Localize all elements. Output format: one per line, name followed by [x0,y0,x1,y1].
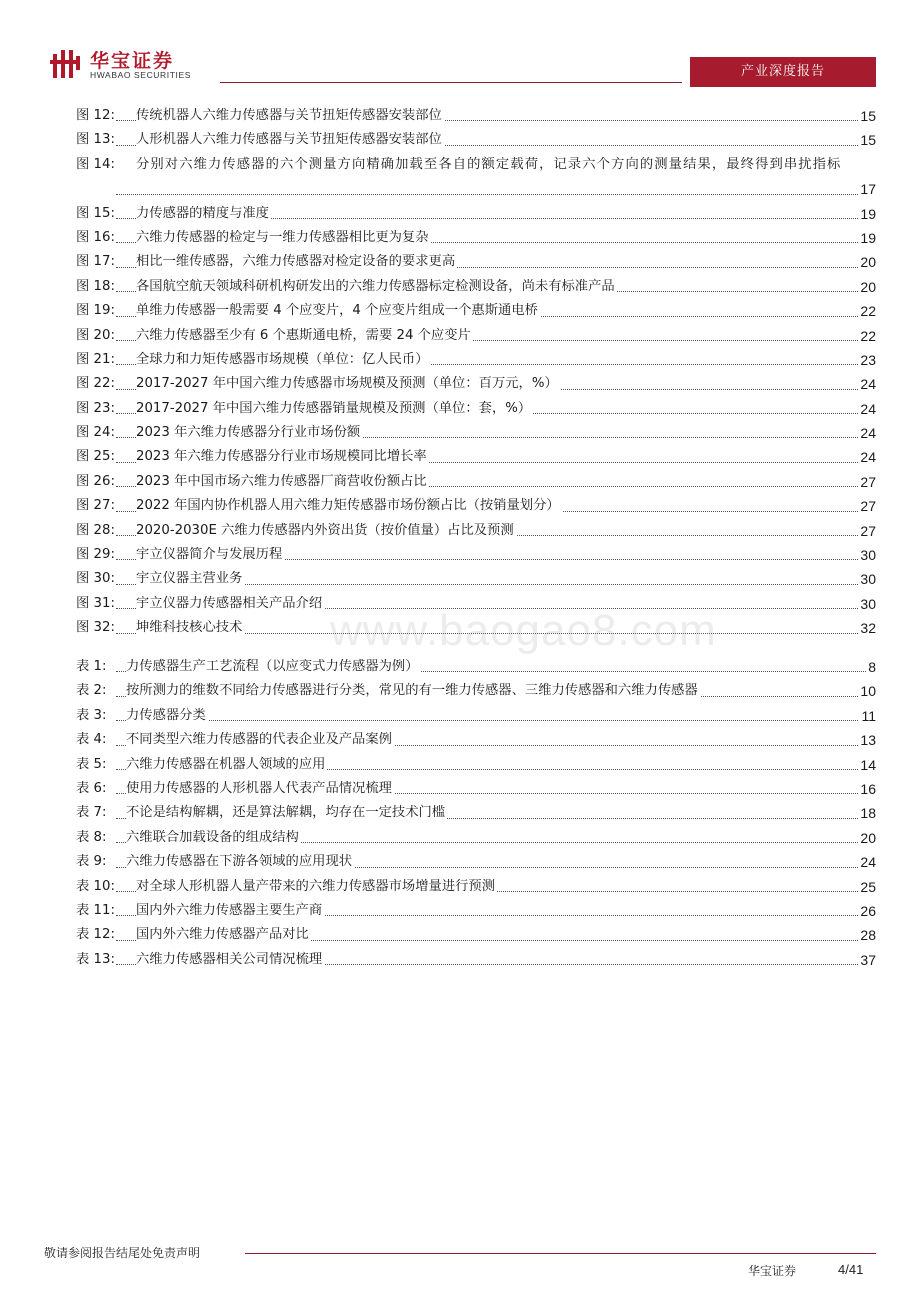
toc-title: 六维力传感器在机器人领域的应用 [126,753,327,777]
toc-page: 26 [858,899,876,923]
toc-row-table-11[interactable] [76,899,876,923]
toc-title: 2022 年国内协作机器人用六维力矩传感器市场份额占比（按销量划分） [136,494,562,518]
toc-title: 宇立仪器主营业务 [136,567,244,591]
toc-title: 六维联合加载设备的组成结构 [126,826,301,850]
footer-company: 华宝证券 [748,1264,797,1278]
toc-title: 国内外六维力传感器主要生产商 [136,899,324,923]
toc-label: 图 20: [76,327,115,343]
toc-page: 27 [858,470,876,494]
toc-label: 表 8: [76,829,107,845]
company-logo [50,46,220,86]
toc-label: 图 13: [76,132,115,148]
toc-label: 图 25: [76,449,115,465]
toc-page: 27 [858,494,876,518]
toc-page: 30 [858,592,876,616]
toc-title: 宇立仪器力传感器相关产品介绍 [136,592,324,616]
toc-label: 图 15: [76,205,115,221]
toc-title: 2017-2027 年中国六维力传感器销量规模及预测（单位：套，%） [136,397,533,421]
toc-page: 24 [858,372,876,396]
footer-divider [245,1253,876,1254]
toc-page: 20 [858,250,876,274]
toc-label: 图 28: [76,522,115,538]
toc-page: 15 [858,104,876,128]
toc-label: 表 9: [76,854,107,870]
toc-title: 2023 年六维力传感器分行业市场份额 [136,421,362,445]
toc-page: 27 [858,519,876,543]
toc-row-figure-24[interactable] [76,421,876,445]
toc-page: 24 [858,445,876,469]
toc-label: 图 19: [76,303,115,319]
toc-label: 表 12: [76,927,115,943]
toc-row-figure-22[interactable] [76,372,876,396]
toc-row-table-9[interactable] [76,850,876,874]
toc-label: 图 12: [76,108,115,123]
toc-row-table-2[interactable] [76,679,876,703]
toc-label: 图 27: [76,498,115,514]
toc-page: 15 [858,128,876,152]
toc-page: 25 [858,875,876,899]
toc-row-figure-15[interactable] [76,202,876,226]
toc-row-table-1[interactable] [76,655,876,679]
toc-title: 力传感器分类 [126,704,208,728]
footer-disclaimer: 敬请参阅报告结尾处免责声明 [44,1246,201,1260]
toc-row-figure-16[interactable] [76,226,876,250]
toc-row-table-10[interactable] [76,875,876,899]
toc-row-table-12[interactable] [76,923,876,947]
toc-row-figure-26[interactable] [76,470,876,494]
header-divider [220,82,682,83]
toc-label: 表 6: [76,780,107,796]
toc-label: 表 2: [76,683,107,699]
toc-row-figure-19[interactable] [76,299,876,323]
toc-row-figure-30[interactable] [76,567,876,591]
toc-title: 力传感器生产工艺流程（以应变式力传感器为例） [126,655,421,679]
toc-page: 10 [858,679,876,703]
toc-title: 单维力传感器一般需要 4 个应变片，4 个应变片组成一个惠斯通电桥 [136,299,540,323]
toc-page: 22 [858,299,876,323]
toc-label: 图 14: [76,156,115,172]
toc-label: 表 7: [76,805,107,821]
toc-label: 表 4: [76,732,107,748]
toc-title: 力传感器的精度与准度 [136,202,271,226]
toc-row-table-6[interactable] [76,777,876,801]
toc-label: 表 3: [76,707,107,723]
toc-page: 20 [858,275,876,299]
toc-label: 图 17: [76,254,115,270]
toc-page: 18 [858,801,876,825]
toc-page: 17 [858,177,876,201]
toc-row-table-5[interactable] [76,753,876,777]
toc-label: 表 13: [76,951,115,967]
toc-label: 图 23: [76,400,115,416]
toc-title: 全球力和力矩传感器市场规模（单位：亿人民币） [136,348,431,372]
toc-row-figure-27[interactable] [76,494,876,518]
toc-label: 图 24: [76,425,115,441]
toc-row-figure-28[interactable] [76,519,876,543]
toc-title: 坤维科技核心技术 [136,616,244,640]
toc-page: 8 [866,655,876,679]
toc-label: 图 32: [76,620,115,636]
toc-page: 30 [858,567,876,591]
toc-title: 2023 年六维力传感器分行业市场规模同比增长率 [136,445,429,469]
toc-title: 按所测力的维数不同给力传感器进行分类，常见的有一维力传感器、三维力传感器和六维力传感器 [126,679,700,703]
toc-page: 16 [858,777,876,801]
table-list [76,655,876,972]
toc-label: 表 10: [76,878,115,894]
toc-title: 2017-2027 年中国六维力传感器市场规模及预测（单位：百万元，%） [136,372,560,396]
toc-label: 图 22: [76,376,115,392]
toc-page: 19 [858,202,876,226]
toc-title: 分别对六维力传感器的六个测量方向精确加载至各自的额定载荷，记录六个方向的测量结果，最终得到串扰指标 [136,153,878,177]
toc-title: 2023 年中国市场六维力传感器厂商营收份额占比 [136,470,429,494]
toc-row-table-7[interactable] [76,801,876,825]
toc-page: 13 [858,728,876,752]
toc-title: 传统机器人六维力传感器与关节扭矩传感器安装部位 [136,104,444,128]
hwabao-logo-icon [50,48,84,80]
toc-row-figure-23[interactable] [76,397,876,421]
toc-label: 表 11: [76,902,115,918]
figure-list [76,104,876,641]
toc-page: 37 [858,948,876,972]
page-number: 4/41 [838,1262,864,1277]
toc-page: 20 [858,826,876,850]
toc-page: 11 [859,704,876,728]
toc-label: 图 18: [76,278,115,294]
report-type-badge: 产业深度报告 [690,57,876,87]
toc-row-figure-13[interactable] [76,128,876,152]
toc-row-figure-25[interactable] [76,445,876,469]
toc-page: 24 [858,421,876,445]
logo-english-name: HWABAO SECURITIES [90,70,192,80]
toc-title: 人形机器人六维力传感器与关节扭矩传感器安装部位 [136,128,444,152]
toc-row-table-8[interactable] [76,826,876,850]
toc-label: 图 16: [76,229,115,245]
watermark: www.baogao8.com [330,606,717,655]
toc-page: 23 [858,348,876,372]
toc-label: 图 31: [76,595,115,611]
toc-title: 不论是结构解耦，还是算法解耦，均存在一定技术门槛 [126,801,447,825]
toc-title: 六维力传感器的检定与一维力传感器相比更为复杂 [136,226,431,250]
toc-label: 图 29: [76,547,115,563]
toc-title: 相比一维传感器，六维力传感器对检定设备的要求更高 [136,250,457,274]
toc-label: 图 21: [76,351,115,367]
toc-page: 14 [858,753,876,777]
toc-title: 宇立仪器简介与发展历程 [136,543,284,567]
toc-page: 28 [858,923,876,947]
toc-page: 24 [858,850,876,874]
toc-title: 六维力传感器相关公司情况梳理 [136,948,324,972]
toc-title: 对全球人形机器人量产带来的六维力传感器市场增量进行预测 [136,875,497,899]
toc-row-table-3[interactable] [76,704,876,728]
toc-page: 24 [858,397,876,421]
toc-row-figure-12[interactable] [76,104,876,128]
toc-title: 国内外六维力传感器产品对比 [136,923,311,947]
toc-row-figure-21[interactable] [76,348,876,372]
toc-row-figure-20[interactable] [76,324,876,348]
toc-label: 图 30: [76,571,115,587]
toc-row-figure-18[interactable] [76,275,876,299]
toc-title: 六维力传感器在下游各领域的应用现状 [126,850,354,874]
toc-title: 2020-2030E 六维力传感器内外资出货（按价值量）占比及预测 [136,519,516,543]
toc-label: 图 26: [76,473,115,489]
toc-row-figure-14[interactable] [76,153,876,202]
toc-page: 19 [858,226,876,250]
toc-label: 表 5: [76,756,107,772]
toc-row-table-4[interactable] [76,728,876,752]
logo-chinese-name: 华宝证券 [90,50,175,72]
leader-dots [116,704,876,728]
toc-row-figure-29[interactable] [76,543,876,567]
toc-title: 使用力传感器的人形机器人代表产品情况梳理 [126,777,394,801]
toc-row-figure-17[interactable] [76,250,876,274]
toc-title: 不同类型六维力传感器的代表企业及产品案例 [126,728,394,752]
toc-page: 22 [858,324,876,348]
toc-title: 各国航空航天领域科研机构研发出的六维力传感器标定检测设备，尚未有标准产品 [136,275,617,299]
toc-title: 六维力传感器至少有 6 个惠斯通电桥，需要 24 个应变片 [136,324,473,348]
toc-page: 30 [858,543,876,567]
toc-label: 表 1: [76,659,107,674]
leader-dots [116,177,876,201]
toc-row-table-13[interactable] [76,948,876,972]
toc-page: 32 [858,616,876,640]
